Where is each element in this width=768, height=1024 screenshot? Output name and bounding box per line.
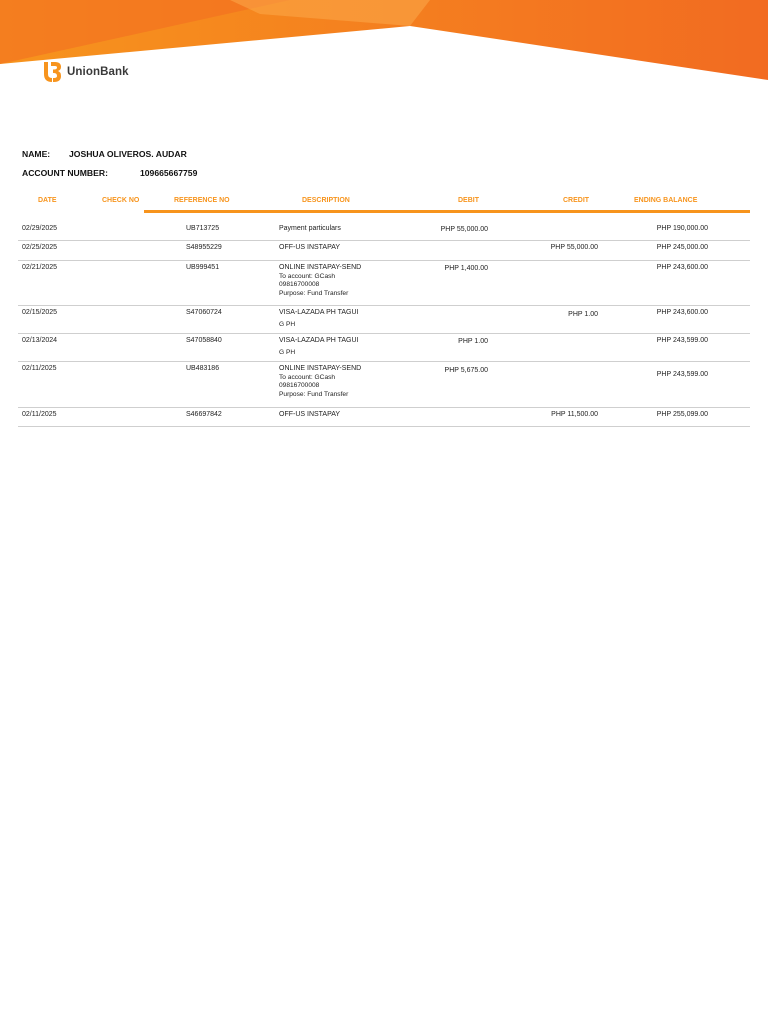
table-header — [18, 197, 750, 211]
description-main: OFF-US INSTAPAY — [279, 411, 341, 418]
cell-description — [279, 365, 361, 399]
cell-reference: S47060724 — [186, 309, 222, 316]
cell-credit: PHP 1.00 — [568, 311, 598, 318]
description-detail: 09816700008 — [279, 382, 320, 389]
cell-description — [279, 411, 340, 420]
transactions-table — [18, 222, 750, 427]
description-main: ONLINE INSTAPAY-SEND — [279, 365, 362, 372]
cell-debit: PHP 1.00 — [458, 338, 488, 345]
cell-debit: PHP 55,000.00 — [440, 226, 488, 233]
cell-reference: S48955229 — [186, 244, 222, 251]
account-number-row — [22, 168, 197, 178]
name-label: NAME: — [22, 149, 51, 159]
cell-ending-balance: PHP 243,600.00 — [656, 264, 708, 271]
header-description: DESCRIPTION — [302, 197, 350, 204]
header-ending-balance: ENDING BALANCE — [634, 197, 698, 204]
description-detail: 09816700008 — [279, 281, 320, 288]
cell-ending-balance: PHP 245,000.00 — [656, 244, 708, 251]
description-detail: Purpose: Fund Transfer — [279, 390, 349, 398]
description-detail: G PH — [279, 320, 296, 328]
unionbank-logo — [42, 61, 129, 83]
header-date: DATE — [38, 197, 57, 204]
brand-name: UnionBank — [67, 66, 129, 78]
description-detail: To account: GCash — [279, 272, 336, 280]
header-check-no: CHECK NO — [102, 197, 140, 204]
cell-description — [279, 309, 359, 329]
table-row — [18, 241, 750, 261]
description-main: VISA-LAZADA PH TAGUI — [279, 309, 359, 316]
cell-ending-balance: PHP 190,000.00 — [656, 225, 708, 232]
table-row — [18, 408, 750, 427]
header-credit: CREDIT — [563, 197, 590, 204]
header-underline — [144, 210, 750, 213]
cell-ending-balance: PHP 243,599.00 — [656, 371, 708, 378]
cell-date: 02/25/2025 — [22, 244, 58, 251]
cell-reference: UB483186 — [186, 365, 220, 372]
cell-reference: S46697842 — [186, 411, 222, 418]
description-main: Payment particulars — [279, 225, 341, 232]
cell-credit: PHP 55,000.00 — [550, 244, 598, 251]
cell-reference: S47058840 — [186, 337, 222, 344]
table-row — [18, 261, 750, 306]
cell-date: 02/15/2025 — [22, 309, 58, 316]
table-row — [18, 222, 750, 241]
cell-description — [279, 337, 359, 357]
table-row — [18, 306, 750, 334]
cell-ending-balance: PHP 255,099.00 — [656, 411, 708, 418]
cell-debit: PHP 1,400.00 — [444, 265, 488, 272]
header-reference-no: REFERENCE NO — [174, 197, 230, 204]
description-detail: G PH — [279, 348, 296, 356]
unionbank-logo-icon — [42, 61, 62, 83]
cell-date: 02/13/2024 — [22, 337, 58, 344]
table-row — [18, 362, 750, 408]
name-value: JOSHUA OLIVEROS. AUDAR — [69, 149, 187, 159]
cell-credit: PHP 11,500.00 — [551, 411, 598, 418]
cell-ending-balance: PHP 243,600.00 — [656, 309, 708, 316]
description-detail: Purpose: Fund Transfer — [279, 289, 349, 297]
cell-reference: UB713725 — [186, 225, 220, 232]
header-debit: DEBIT — [458, 197, 479, 204]
cell-date: 02/21/2025 — [22, 264, 58, 271]
cell-date: 02/11/2025 — [22, 411, 57, 418]
description-main: OFF-US INSTAPAY — [279, 244, 341, 251]
account-number-value: 109665667759 — [140, 168, 198, 178]
cell-ending-balance: PHP 243,599.00 — [656, 337, 708, 344]
account-number-label: ACCOUNT NUMBER: — [22, 168, 108, 178]
table-row — [18, 334, 750, 362]
cell-date: 02/11/2025 — [22, 365, 57, 372]
description-detail: To account: GCash — [279, 373, 336, 381]
cell-description — [279, 225, 341, 234]
cell-date: 02/29/2025 — [22, 225, 58, 232]
description-main: VISA-LAZADA PH TAGUI — [279, 337, 359, 344]
account-name-row — [22, 149, 187, 159]
description-main: ONLINE INSTAPAY-SEND — [279, 264, 362, 271]
cell-reference: UB999451 — [186, 264, 220, 271]
cell-description — [279, 244, 340, 253]
cell-description — [279, 264, 361, 298]
cell-debit: PHP 5,675.00 — [444, 367, 488, 374]
